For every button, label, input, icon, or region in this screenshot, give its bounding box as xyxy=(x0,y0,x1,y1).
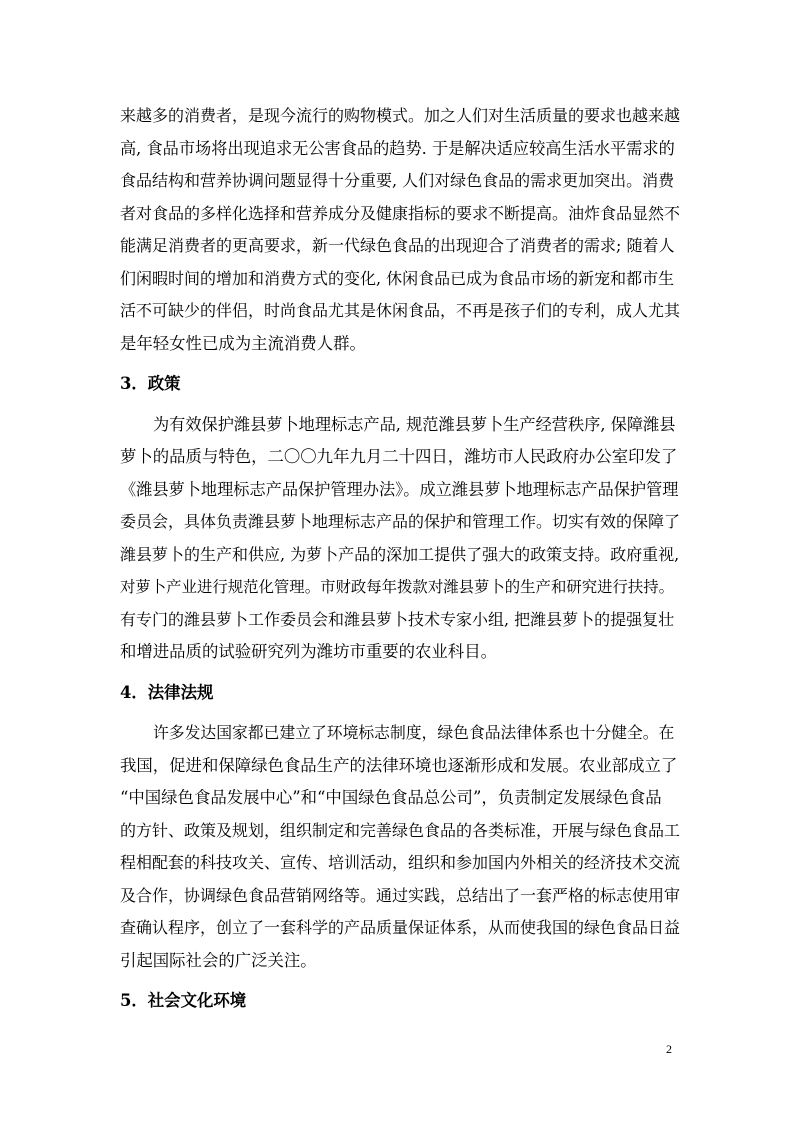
text-line: 《潍县萝卜地理标志产品保护管理办法》。成立潍县萝卜地理标志产品保护管理 xyxy=(120,479,679,499)
text-line: 者对食品的多样化选择和营养成分及健康指标的要求不断提高。油炸食品显然不 xyxy=(120,203,681,223)
text-line: “中国绿色食品发展中心”和“中国绿色食品总公司”，负责制定发展绿色食品 xyxy=(120,788,662,807)
text-line: 引起国际社会的广泛关注。 xyxy=(120,950,317,970)
text-line: 的方针、政策及规划，组织制定和完善绿色食品的各类标准，开展与绿色食品工 xyxy=(120,820,681,840)
text-line: 查确认程序，创立了一套科学的产品质量保证体系，从而使我国的绿色食品日益 xyxy=(120,918,681,937)
policy-paragraph xyxy=(120,409,680,669)
text-line: 潍县萝卜的生产和供应, 为萝卜产品的深加工提供了强大的政策支持。政府重视, xyxy=(120,544,680,564)
text-line: 程相配套的科技攻关、宣传、培训活动，组织和参加国内外相关的经济技术交流 xyxy=(120,853,681,872)
document-body xyxy=(120,100,680,1026)
section-heading-policy: 3．政策 xyxy=(120,374,181,393)
laws-paragraph xyxy=(120,717,680,977)
text-line: 委员会，具体负责潍县萝卜地理标志产品的保护和管理工作。切实有效的保障了 xyxy=(120,512,681,531)
text-line: 高, 食品市场将出现追求无公害食品的趋势. 于是解决适应较高生活水平需求的 xyxy=(120,138,675,158)
text-line: 对萝卜产业进行规范化管理。市财政每年拨款对潍县萝卜的生产和研究进行扶持。 xyxy=(120,578,675,596)
section-heading-laws: 4．法律法规 xyxy=(120,682,214,702)
text-line: 食品结构和营养协调问题显得十分重要, 人们对绿色食品的需求更加突出。消费 xyxy=(120,171,675,190)
text-line: 有专门的潍县萝卜工作委员会和潍县萝卜技术专家小组, 把潍县萝卜的提强复壮 xyxy=(120,609,675,629)
text-line: 们闲暇时间的增加和消费方式的变化, 休闲食品已成为食品市场的新宠和都市生 xyxy=(120,268,675,288)
text-line: 许多发达国家都已建立了环境标志制度，绿色食品法律体系也十分健全。在 xyxy=(153,723,675,742)
text-line: 来越多的消费者，是现今流行的购物模式。加之人们对生活质量的要求也越来越 xyxy=(120,106,681,125)
text-line: 是年轻女性已成为主流消费人群。 xyxy=(120,333,366,353)
text-line: 及合作，协调绿色食品营销网络等。通过实践，总结出了一套严格的标志使用审 xyxy=(120,885,681,905)
intro-paragraph xyxy=(120,100,680,360)
section-heading-social-culture: 5．社会文化环境 xyxy=(120,991,247,1010)
text-line: 为有效保护潍县萝卜地理标志产品, 规范潍县萝卜生产经营秩序, 保障潍县 xyxy=(153,414,676,434)
text-line: 能满足消费者的更高要求，新一代绿色食品的出现迎合了消费者的需求; 随着人 xyxy=(120,236,675,255)
text-line: 和增进品质的试验研究列为潍坊市重要的农业科目。 xyxy=(120,642,497,661)
page-number: 2 xyxy=(666,1042,672,1056)
text-line: 萝卜的品质与特色，二〇〇九年九月二十四日，潍坊市人民政府办公室印发了 xyxy=(120,447,678,466)
text-line: 我国，促进和保障绿色食品生产的法律环境也逐渐形成和发展。农业部成立了 xyxy=(120,755,678,775)
text-line: 活不可缺少的伴侣，时尚食品尤其是休闲食品，不再是孩子们的专利，成人尤其 xyxy=(120,301,681,320)
